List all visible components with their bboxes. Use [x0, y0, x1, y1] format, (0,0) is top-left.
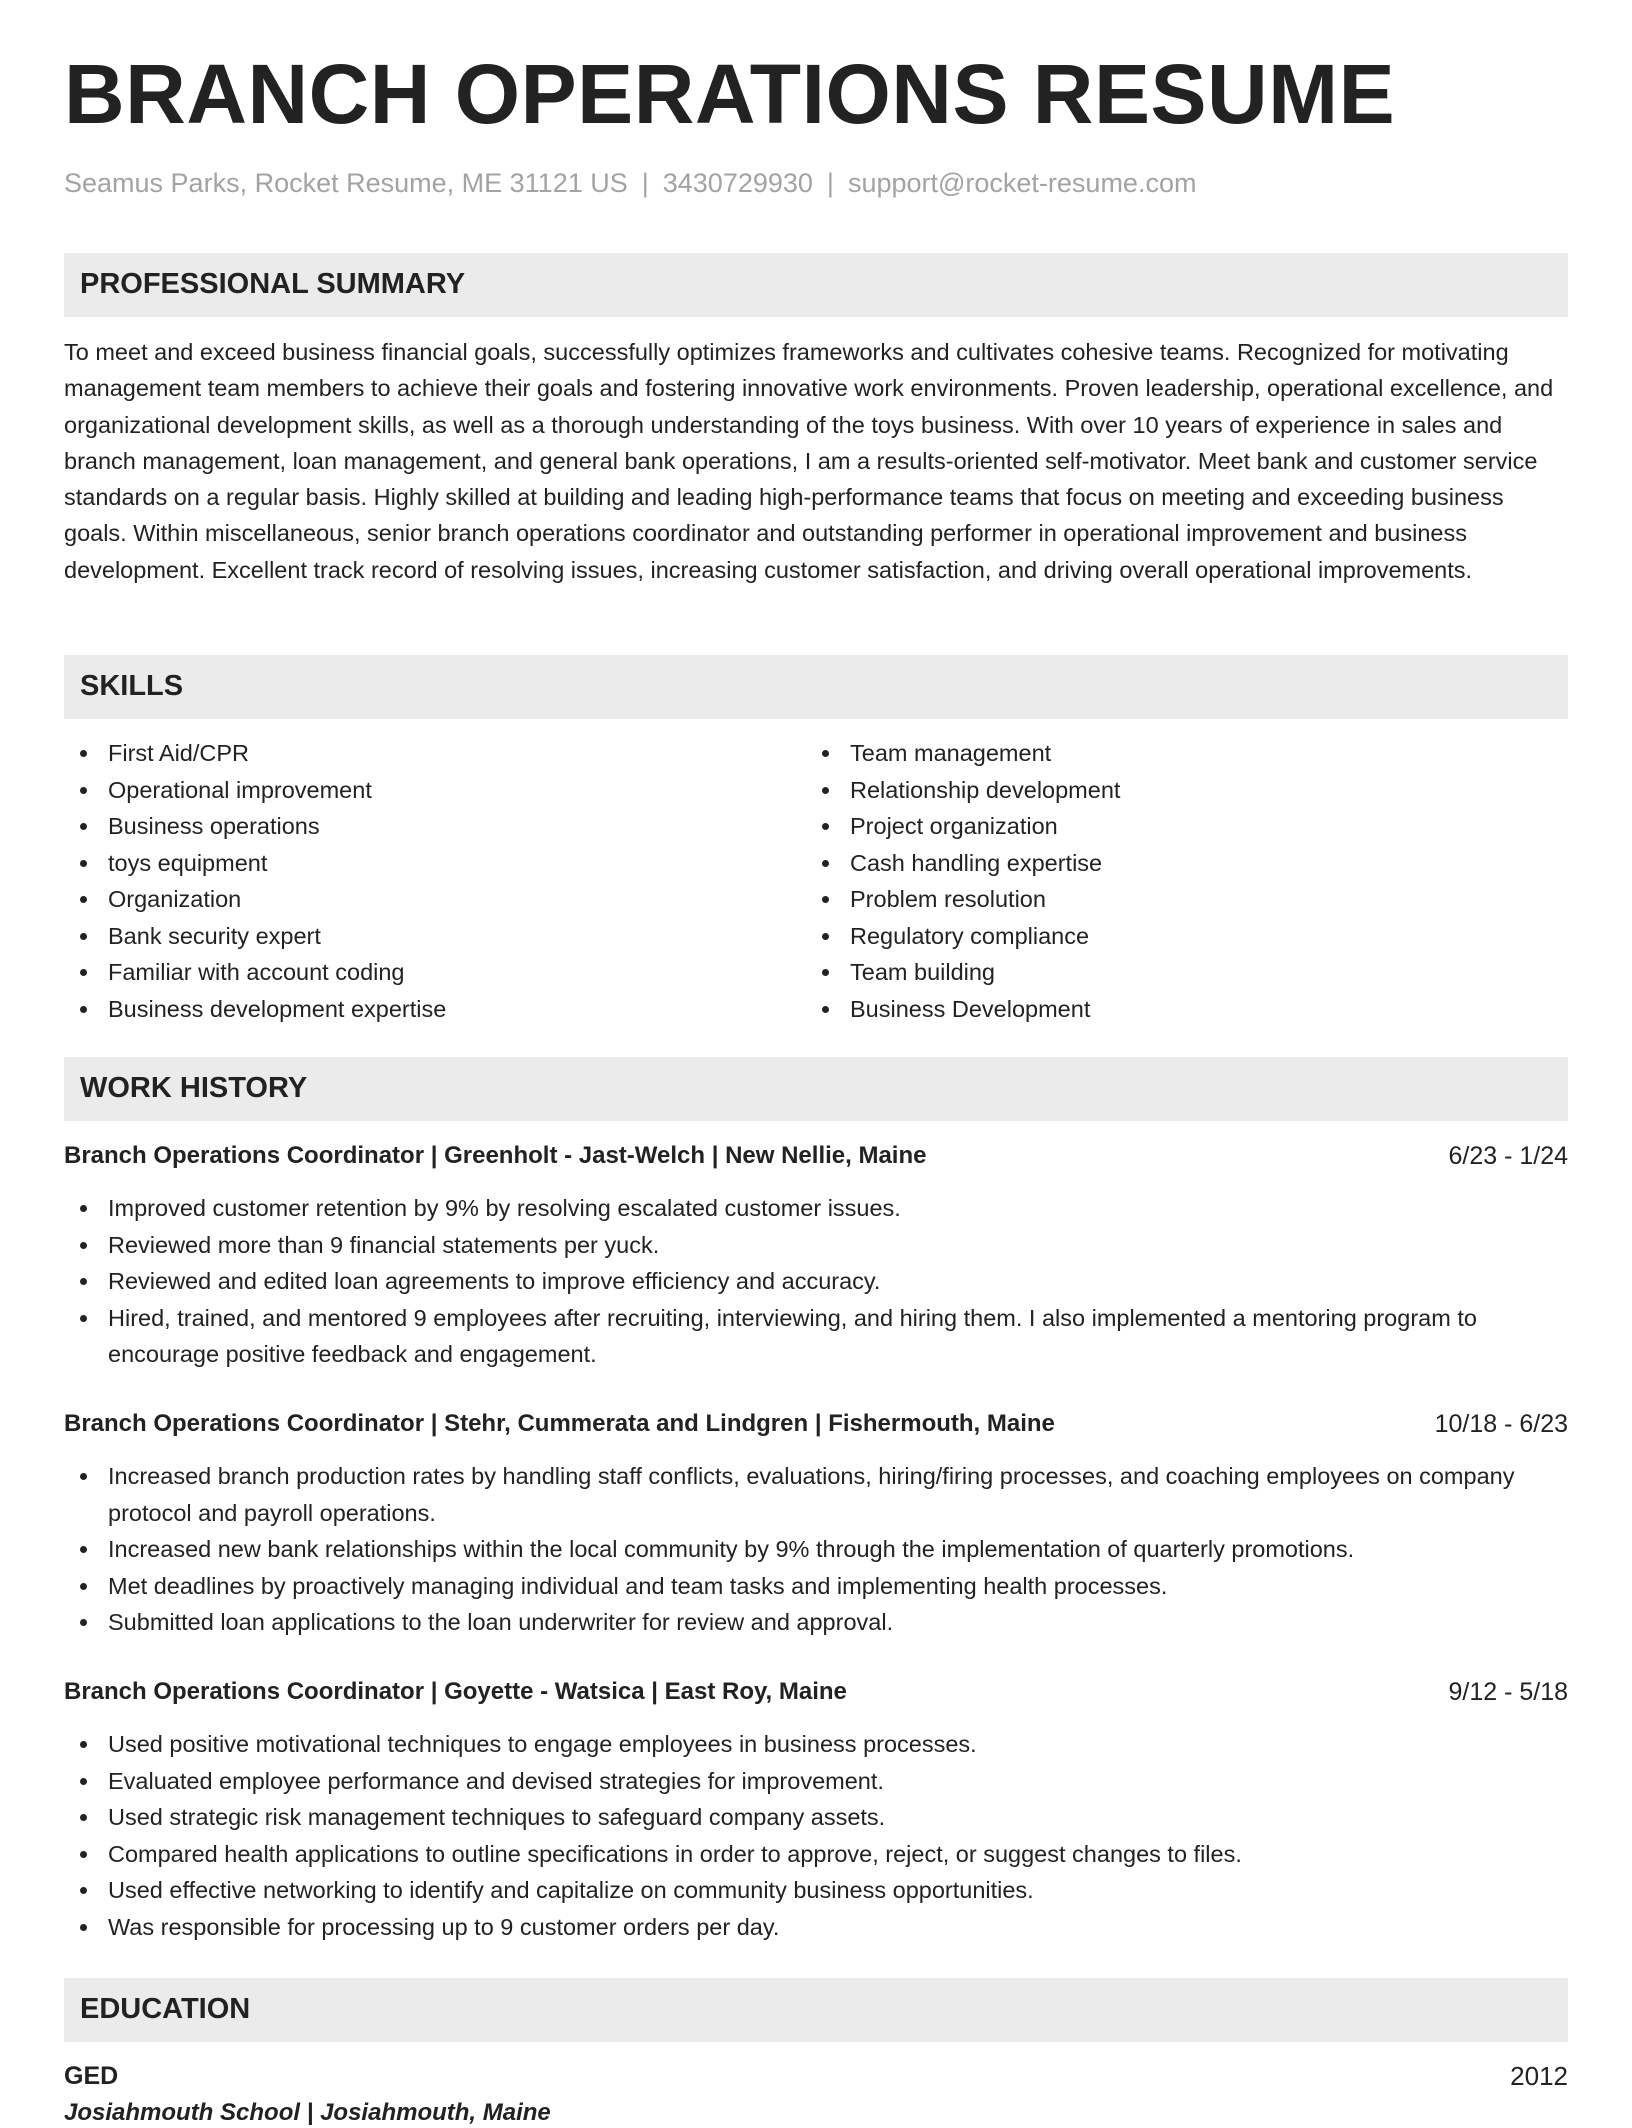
job-bullet: Improved customer retention by 9% by resolving escalated customer issues. — [64, 1190, 1568, 1227]
work-heading: WORK HISTORY — [80, 1072, 308, 1104]
education-school: Josiahmouth School | Josiahmouth, Maine — [64, 2099, 551, 2126]
job-bullet: Evaluated employee performance and devised strategies for improvement. — [64, 1763, 1568, 1800]
skill-item: Business Development — [806, 991, 1546, 1028]
job-header — [64, 1140, 1568, 1171]
skills-heading: SKILLS — [80, 670, 184, 702]
job-title: Branch Operations Coordinator | Stehr, Cummerata and Lindgren | Fishermouth, Maine — [64, 1410, 1055, 1437]
job-title: Branch Operations Coordinator | Goyette - Watsica | East Roy, Maine — [64, 1678, 847, 1705]
contact-separator: | — [826, 168, 834, 198]
skill-item: First Aid/CPR — [64, 735, 804, 772]
contact-phone: 3430729930 — [662, 168, 813, 198]
skills-column-left — [64, 735, 804, 1027]
job-dates: 10/18 - 6/23 — [1434, 1410, 1568, 1438]
skill-item: Bank security expert — [64, 918, 804, 955]
work-section-header — [64, 1057, 1568, 1121]
skill-item: Organization — [64, 881, 804, 918]
skill-item: Operational improvement — [64, 772, 804, 809]
education-section-header — [64, 1978, 1568, 2042]
skills-column-right — [806, 735, 1546, 1027]
job-dates: 6/23 - 1/24 — [1448, 1142, 1568, 1170]
job-bullets — [64, 1458, 1568, 1641]
contact-email: support@rocket-resume.com — [847, 168, 1197, 198]
skills-list-left — [64, 735, 804, 1027]
job-bullet: Reviewed more than 9 financial statements per yuck. — [64, 1227, 1568, 1264]
job-bullet: Used effective networking to identify and capitalize on community business opportunities. — [64, 1872, 1568, 1909]
summary-section-header — [64, 253, 1568, 317]
job-bullet: Used strategic risk management techniques to safeguard company assets. — [64, 1799, 1568, 1836]
contact-separator: | — [641, 168, 649, 198]
job-bullets — [64, 1190, 1568, 1373]
job-bullet: Met deadlines by proactively managing individual and team tasks and implementing health processes. — [64, 1568, 1568, 1605]
job-bullet: Increased new bank relationships within the local community by 9% through the implementation of quarterly promotions. — [64, 1531, 1568, 1568]
job-title: Branch Operations Coordinator | Greenholt - Jast-Welch | New Nellie, Maine — [64, 1142, 927, 1169]
job-header — [64, 1676, 1568, 1707]
summary-text: To meet and exceed business financial goals, successfully optimizes frameworks and cultivates cohesive teams. Recognized for motivating management team members to achieve their goals and fostering innovative work environments. Proven leadership, operational excellence, and organizational development skills, as well as a thorough understanding of the toys business. With over 10 years of experience in sales and branch management, loan management, and general bank operations, I am a results-oriented self-motivator. Meet bank and customer service standards on a regular basis. Highly skilled at building and leading high-performance teams that focus on meeting and exceeding business goals. Within miscellaneous, senior branch operations coordinator and outstanding performer in operational improvement and business development. Excellent track record of resolving issues, increasing customer satisfaction, and driving overall operational improvements. — [64, 339, 1554, 583]
job-bullets — [64, 1726, 1568, 1945]
education-year: 2012 — [1510, 2061, 1568, 2091]
job-bullet: Used positive motivational techniques to engage employees in business processes. — [64, 1726, 1568, 1763]
skill-item: toys equipment — [64, 845, 804, 882]
education-heading: EDUCATION — [80, 1993, 251, 2025]
skill-item: Business operations — [64, 808, 804, 845]
skill-item: Problem resolution — [806, 881, 1546, 918]
education-degree: GED — [64, 2062, 119, 2090]
skill-item: Regulatory compliance — [806, 918, 1546, 955]
page-title: BRANCH OPERATIONS RESUME — [64, 47, 1396, 141]
summary-heading: PROFESSIONAL SUMMARY — [80, 268, 466, 300]
education-entry — [64, 2060, 1568, 2093]
contact-line — [64, 167, 1196, 199]
skills-list-right — [806, 735, 1546, 1027]
job-bullet: Reviewed and edited loan agreements to improve efficiency and accuracy. — [64, 1263, 1568, 1300]
job-header — [64, 1408, 1568, 1439]
job-bullet: Hired, trained, and mentored 9 employees after recruiting, interviewing, and hiring them. I also implemented a mentoring program to encourage positive feedback and engagement. — [64, 1300, 1568, 1373]
skill-item: Team management — [806, 735, 1546, 772]
skill-item: Cash handling expertise — [806, 845, 1546, 882]
skill-item: Familiar with account coding — [64, 954, 804, 991]
job-bullet: Submitted loan applications to the loan underwriter for review and approval. — [64, 1604, 1568, 1641]
skill-item: Project organization — [806, 808, 1546, 845]
job-dates: 9/12 - 5/18 — [1448, 1678, 1568, 1706]
job-bullet: Increased branch production rates by handling staff conflicts, evaluations, hiring/firing processes, and coaching employees on company protocol and payroll operations. — [64, 1458, 1568, 1531]
job-bullet: Was responsible for processing up to 9 customer orders per day. — [64, 1909, 1568, 1946]
skill-item: Relationship development — [806, 772, 1546, 809]
skills-section-header — [64, 655, 1568, 719]
skill-item: Business development expertise — [64, 991, 804, 1028]
skill-item: Team building — [806, 954, 1546, 991]
contact-address: Seamus Parks, Rocket Resume, ME 31121 US — [64, 168, 628, 198]
job-bullet: Compared health applications to outline specifications in order to approve, reject, or suggest changes to files. — [64, 1836, 1568, 1873]
